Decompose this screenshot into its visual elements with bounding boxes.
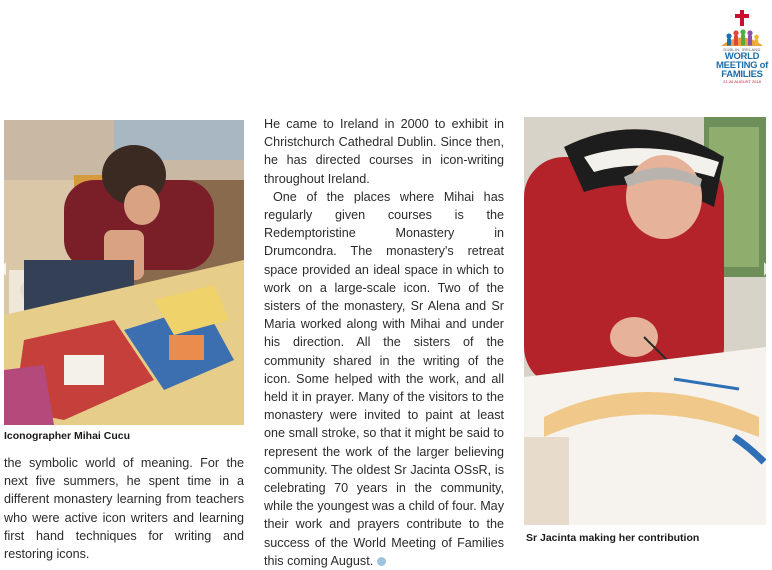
cross-icon xyxy=(735,10,749,26)
left-paragraph: the symbolic world of meaning. For the next five summers, he spent time in a different monastery learning from teachers who were active icon writers and learning first hand techniques for writing and restoring icons. xyxy=(4,456,244,562)
logo-line-3: FAMILIES xyxy=(721,69,763,80)
middle-paragraph-2-text: One of the places where Mihai has regularly given courses is the Redemptoristine Monastery in Drumcondra. The monastery's retreat space provided an ideal space in which to work on a large-scale icon. Two of the sisters of the monastery, Sr Alena and Sr Maria worked along with Mihai and under his direction. All the sisters of the community shared in the writing of the icon. Some helped with the work, and all held it in prayer. Many of the visitors to the monastery were invited to paint at least one small stroke, so that it might be said to represent the work of the larger believing community. The oldest Sr Jacinta OSsR, is celebrating 70 years in the community, while the youngest was a child of four. May their work and prayers contribute to the success of the World Meeting of Families this coming August. xyxy=(264,189,504,568)
end-of-article-icon xyxy=(377,557,386,566)
middle-paragraph-2 xyxy=(264,188,504,570)
chevron-right-icon[interactable] xyxy=(764,262,770,276)
photo-iconographer xyxy=(4,120,244,425)
caption-iconographer: Iconographer Mihai Cucu xyxy=(4,430,131,442)
logo-dates: 21-26 AUGUST 2018 xyxy=(723,79,761,84)
article-column-middle xyxy=(264,115,504,570)
caption-sr-jacinta: Sr Jacinta making her contribution xyxy=(526,532,700,544)
article-column-left xyxy=(4,454,244,563)
logo-line-2: MEETING of xyxy=(716,60,768,71)
logo-line-1: WORLD xyxy=(724,51,760,62)
family-figures-icon xyxy=(719,27,765,47)
logo-location: DUBLIN, IRELAND xyxy=(723,47,761,52)
photo-sr-jacinta xyxy=(524,117,766,525)
world-meeting-of-families-logo xyxy=(716,10,768,88)
chevron-left-icon[interactable] xyxy=(0,262,6,276)
middle-paragraph-1: He came to Ireland in 2000 to exhibit in Christchurch Cathedral Dublin. Since then, he has directed courses in icon-writing throughout Ireland. xyxy=(264,117,504,186)
